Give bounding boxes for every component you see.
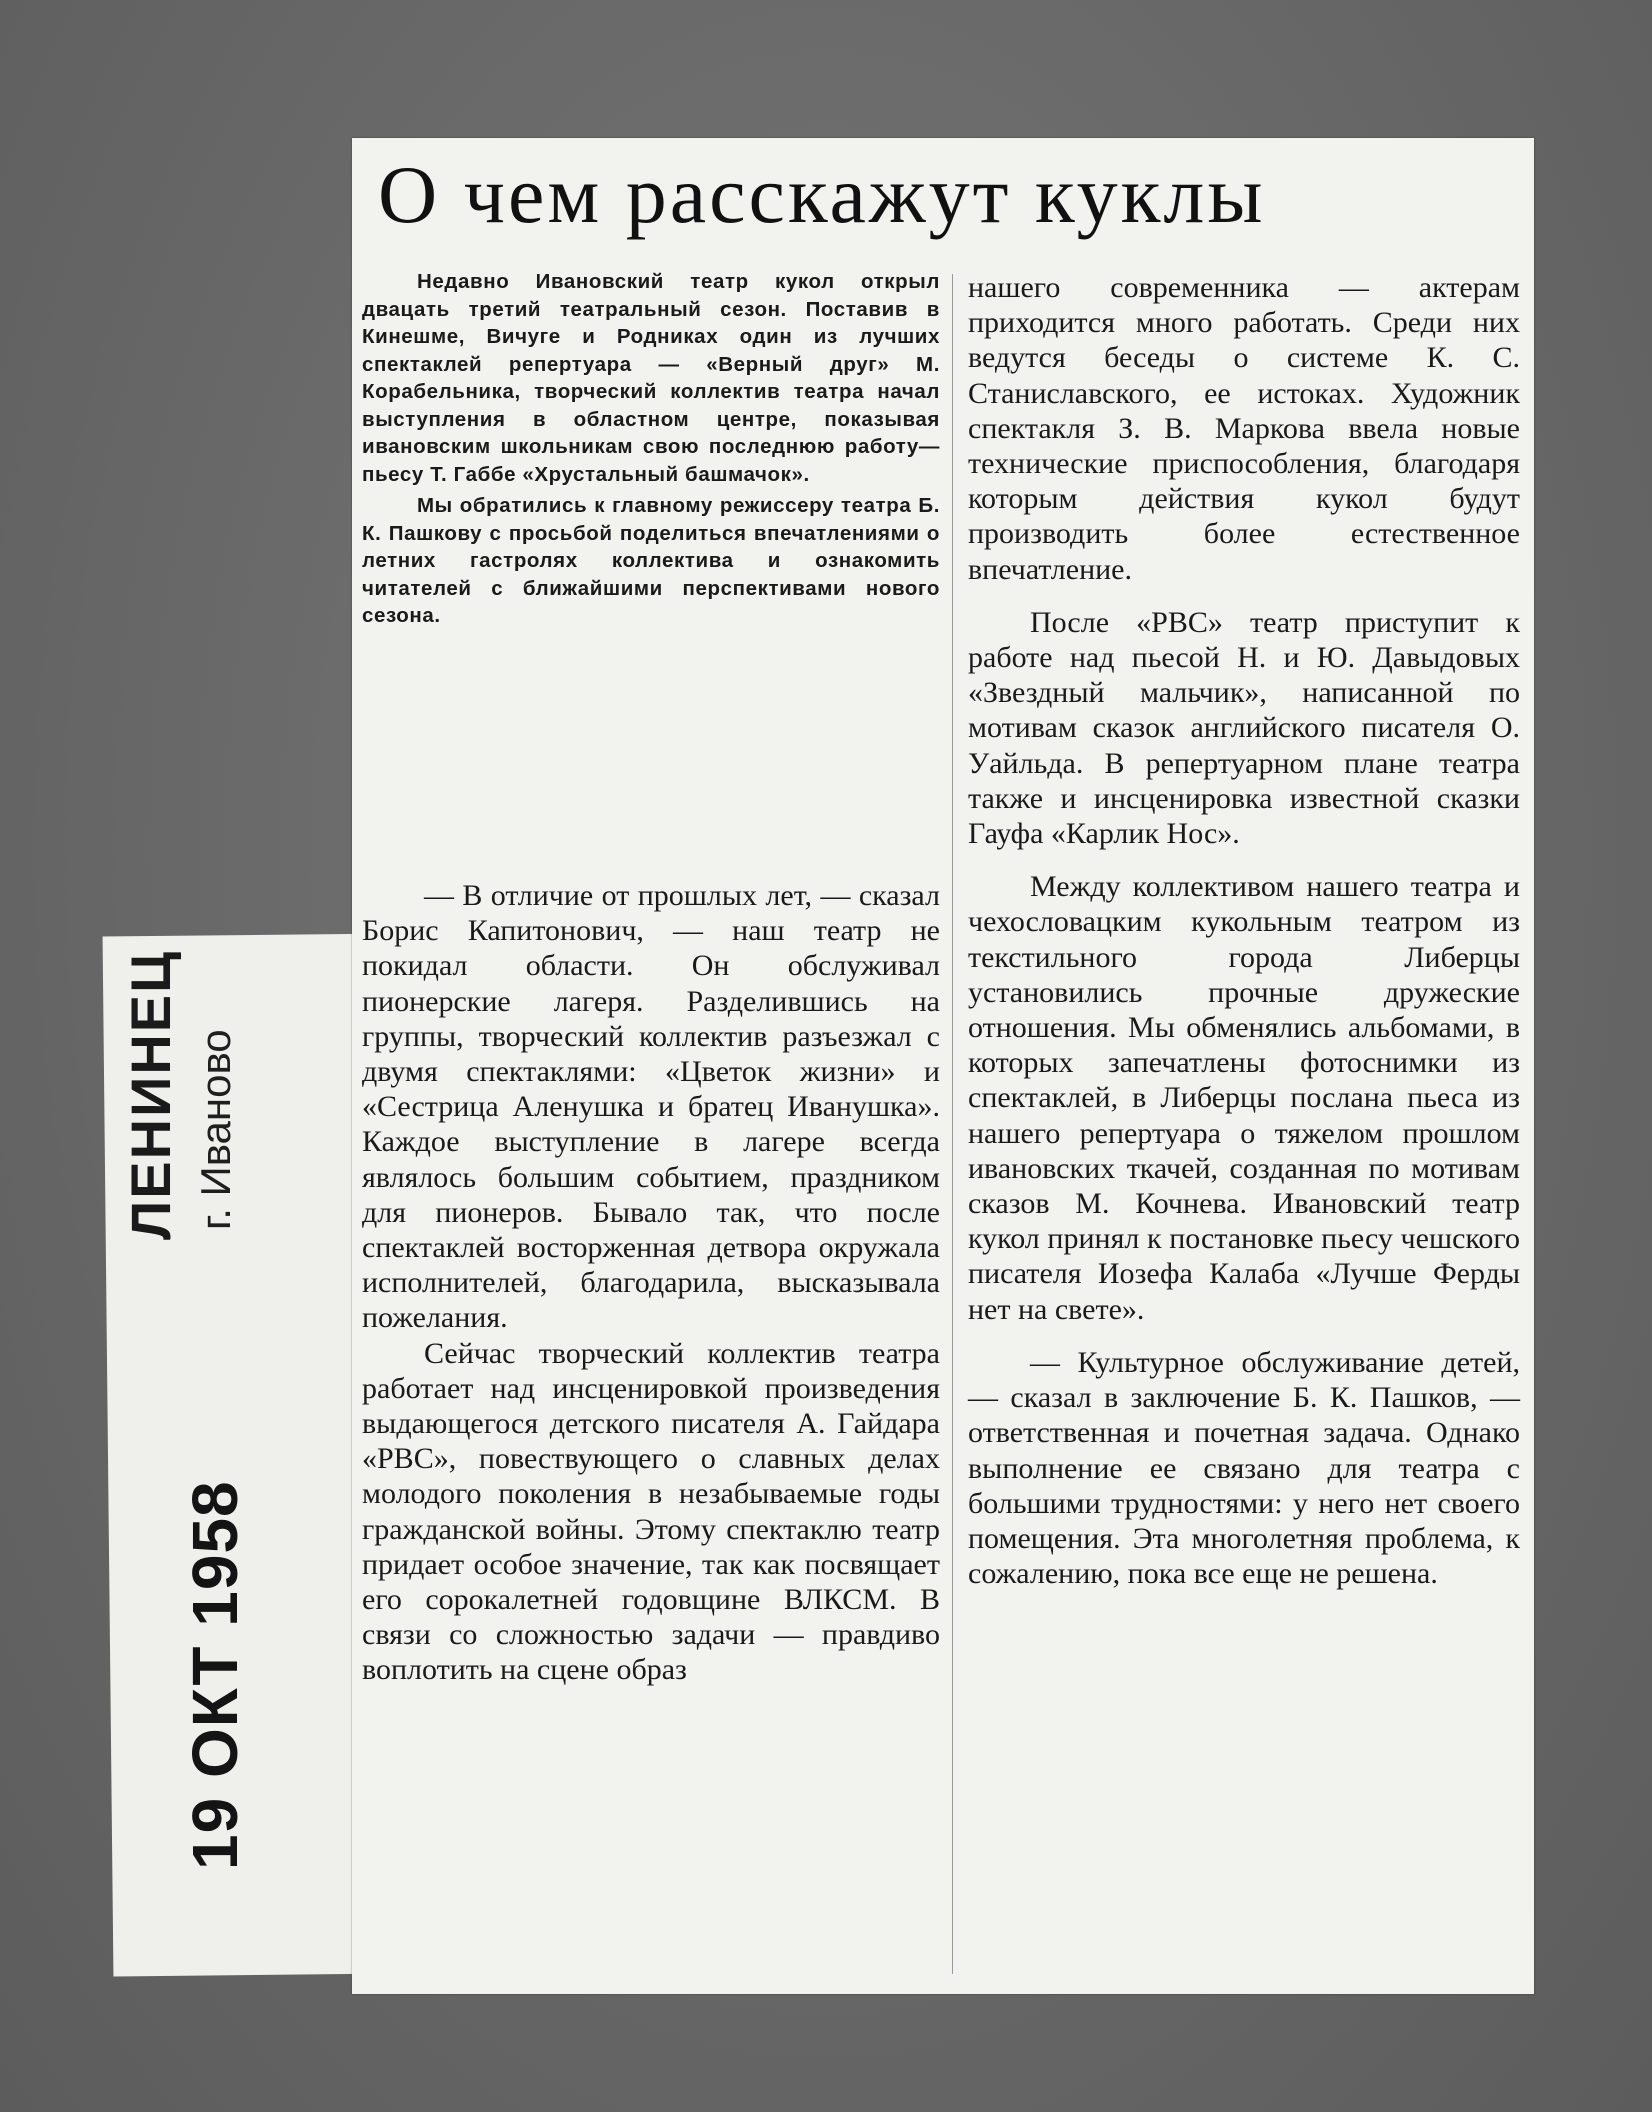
stamp-city: г. Иваново xyxy=(192,1029,239,1230)
lead-paragraphs xyxy=(362,268,940,630)
body-paragraph: После «РВС» театр приступит к работе над пьесой Н. и Ю. Давыдовых «Звездный мальчик», написанной по мотивам сказок английского писателя О. Уайльда. В репертуарном плане театра также и инсценировка известной сказки Гауфа «Карлик Нос». xyxy=(968,605,1520,851)
body-paragraph: Между коллективом нашего театра и чехословацким кукольным театром из текстильного города Либерцы установились прочные дружеские отношения. Мы обменялись альбомами, в которых запечатлены фотоснимки из спектаклей, в Либерцы послана пьеса из нашего репертуара о тяжелом прошлом ивановских ткачей, созданная по мотивам сказов М. Кочнева. Ивановский театр кукол принял к постановке пьесу чешского писателя Иозефа Калаба «Лучше Ферды нет на свете». xyxy=(968,870,1520,1326)
stamp-date: 19 ОКТ 1958 xyxy=(179,1480,251,1870)
body-paragraph: нашего современника — актерам приходится много работать. Среди них ведутся беседы о системе К. С. Станиславского, ее истоках. Художник спектакля З. В. Маркова ввела новые технические приспособления, благодаря которым действия кукол будут производить более естественное впечатление. xyxy=(968,271,1520,586)
column-divider xyxy=(952,274,953,1974)
body-paragraph: — В отличие от прошлых лет, — сказал Борис Капитонович, — наш театр не покидал области. Он обслуживал пионерские лагеря. Разделившись на группы, творческий коллектив разъезжал с двумя спектаклями: «Цветок жизни» и «Сестрица Аленушка и братец Иванушка». Каждое выступление в лагере всегда являлось большим событием, праздником для пионеров. Бывало так, что после спектаклей восторженная детвора окружала исполнителей, благодарила, высказывала пожелания. xyxy=(362,879,940,1335)
right-column-body xyxy=(968,270,1520,1591)
stamp-newspaper-name: ЛЕНИНЕЦ xyxy=(119,949,182,1240)
body-paragraph: — Культурное обслуживание детей, — сказал в заключение Б. К. Пашков, — ответственная и почетная задача. Однако выполнение ее связано для театра с большими трудностями: у него нет своего помещения. Эта многолетняя проблема, к сожалению, пока все еще не решена. xyxy=(968,1345,1520,1591)
article-headline: О чем расскажут куклы xyxy=(378,149,1266,240)
body-paragraph: Сейчас творческий коллектив театра работает над инсценировкой произведения выдающегося детского писателя А. Гайдара «РВС», повествующего о славных делах молодого поколения в незабываемые годы гражданской войны. Этому спектаклю театр придает особое значение, так как посвящает его сорокалетней годовщине ВЛКСМ. В связи со сложностью задачи — правдиво воплотить на сцене образ xyxy=(362,1336,940,1687)
lead-paragraph: Недавно Ивановский театр кукол открыл двацать третий театральный сезон. Поставив в Кинешме, Вичуге и Родниках один из лучших спектаклей репертуара — «Верный друг» М. Корабельника, творческий коллектив театра начал выступления в областном центре, показывая ивановским школьникам свою последнюю работу—пьесу Т. Габбе «Хрустальный башмачок». xyxy=(362,270,940,486)
lead-paragraph: Мы обратились к главному режиссеру театра Б. К. Пашкову с просьбой поделиться впечатлениями о летних гастролях коллектива и ознакомить читателей с ближайшими перспективами нового сезона. xyxy=(362,494,940,627)
left-column-body xyxy=(362,878,940,1688)
